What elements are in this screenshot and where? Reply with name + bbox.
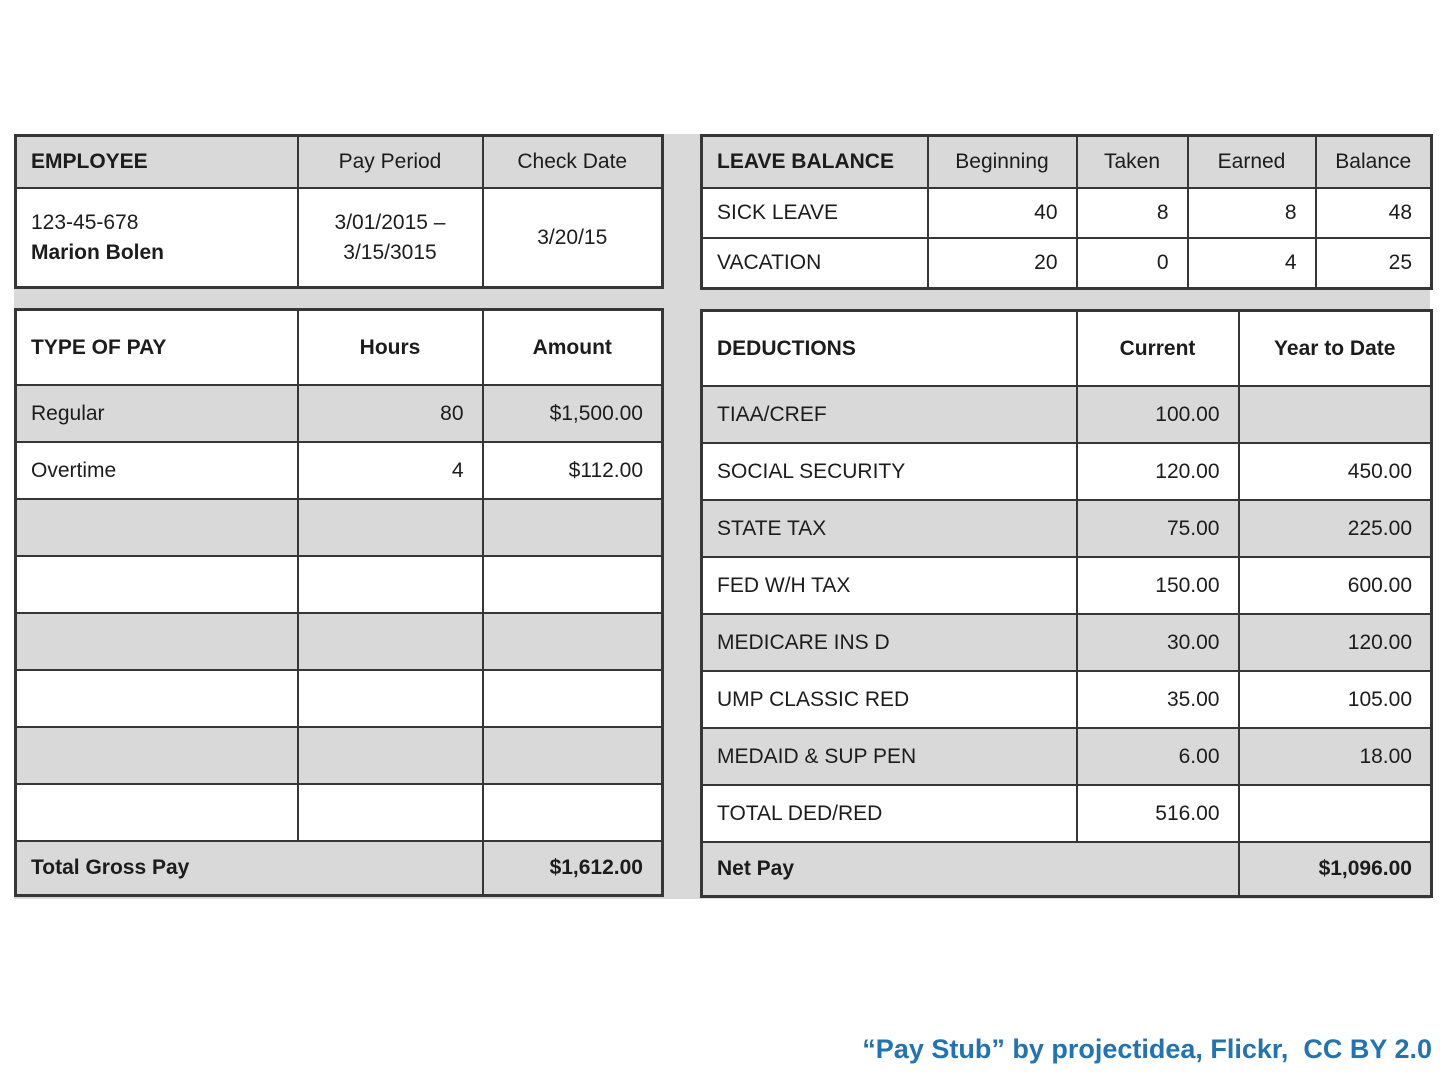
net-pay-amount: $1,096.00 (1239, 842, 1432, 897)
taken-column-header: Taken (1077, 136, 1188, 189)
pay-type (16, 499, 298, 556)
table-row (702, 785, 1432, 842)
table-row (16, 136, 663, 189)
pay-type (16, 670, 298, 727)
pay-type (16, 613, 298, 670)
leave-balance: 48 (1316, 188, 1432, 238)
type-of-pay-column-header: TYPE OF PAY (16, 310, 298, 386)
deduction-current: 6.00 (1077, 728, 1239, 785)
pay-hours: 4 (298, 442, 483, 499)
leave-type: SICK LEAVE (702, 188, 928, 238)
pay-period-cell (298, 188, 483, 288)
table-row (702, 188, 1432, 238)
pay-hours (298, 727, 483, 784)
table-row (16, 727, 663, 784)
pay-type: Overtime (16, 442, 298, 499)
table-row (702, 557, 1432, 614)
table-row (702, 386, 1432, 443)
pay-hours: 80 (298, 385, 483, 442)
leave-taken: 0 (1077, 238, 1188, 289)
table-row (702, 238, 1432, 289)
table-row (16, 670, 663, 727)
deduction-name: MEDICARE INS D (702, 614, 1077, 671)
deduction-name: STATE TAX (702, 500, 1077, 557)
deduction-ytd: 18.00 (1239, 728, 1432, 785)
pay-amount (483, 784, 663, 841)
amount-column-header: Amount (483, 310, 663, 386)
hours-column-header: Hours (298, 310, 483, 386)
total-gross-pay-amount: $1,612.00 (483, 841, 663, 896)
pay-amount (483, 670, 663, 727)
deduction-ytd: 120.00 (1239, 614, 1432, 671)
deduction-current: 30.00 (1077, 614, 1239, 671)
pay-amount (483, 556, 663, 613)
pay-hours (298, 499, 483, 556)
table-row (702, 311, 1432, 387)
employee-cell (16, 188, 298, 288)
table-row (702, 671, 1432, 728)
table-row (16, 188, 663, 288)
leave-earned: 8 (1188, 188, 1316, 238)
deduction-name: MEDAID & SUP PEN (702, 728, 1077, 785)
deduction-current: 150.00 (1077, 557, 1239, 614)
deduction-current: 35.00 (1077, 671, 1239, 728)
table-row (16, 556, 663, 613)
pay-amount: $112.00 (483, 442, 663, 499)
balance-column-header: Balance (1316, 136, 1432, 189)
pay-hours (298, 784, 483, 841)
type-of-pay-table (14, 308, 664, 897)
table-row (702, 728, 1432, 785)
year-to-date-column-header: Year to Date (1239, 311, 1432, 387)
deductions-column-header: DEDUCTIONS (702, 311, 1077, 387)
pay-type (16, 784, 298, 841)
pay-amount (483, 499, 663, 556)
pay-type (16, 727, 298, 784)
leave-beginning: 20 (928, 238, 1077, 289)
employee-name: Marion Bolen (31, 240, 165, 264)
deduction-ytd: 225.00 (1239, 500, 1432, 557)
table-row (16, 784, 663, 841)
table-row (702, 443, 1432, 500)
pay-type (16, 556, 298, 613)
deduction-current: 75.00 (1077, 500, 1239, 557)
total-gross-pay-label: Total Gross Pay (16, 841, 483, 896)
pay-period-end: 3/15/3015 (343, 240, 437, 264)
table-row (16, 841, 663, 896)
employee-id: 123-45-678 (31, 210, 139, 234)
deduction-current: 100.00 (1077, 386, 1239, 443)
attribution: “Pay Stub” by projectidea, Flickr, CC BY 2.0 (862, 1034, 1432, 1064)
pay-column (14, 134, 661, 897)
pay-amount (483, 727, 663, 784)
deduction-ytd: 105.00 (1239, 671, 1432, 728)
pay-stub-panel (14, 134, 1430, 899)
deduction-name: UMP CLASSIC RED (702, 671, 1077, 728)
table-row (702, 136, 1432, 189)
deduction-name: SOCIAL SECURITY (702, 443, 1077, 500)
deduction-ytd (1239, 386, 1432, 443)
leave-beginning: 40 (928, 188, 1077, 238)
table-row (16, 310, 663, 386)
leave-taken: 8 (1077, 188, 1188, 238)
pay-type: Regular (16, 385, 298, 442)
table-row (702, 500, 1432, 557)
leave-earned: 4 (1188, 238, 1316, 289)
pay-hours (298, 613, 483, 670)
deduction-name: TIAA/CREF (702, 386, 1077, 443)
deduction-ytd (1239, 785, 1432, 842)
leave-balance-table (700, 134, 1433, 290)
deduction-ytd: 600.00 (1239, 557, 1432, 614)
earned-column-header: Earned (1188, 136, 1316, 189)
deduction-current: 516.00 (1077, 785, 1239, 842)
deduction-current: 120.00 (1077, 443, 1239, 500)
leave-balance: 25 (1316, 238, 1432, 289)
table-row (16, 442, 663, 499)
deduction-name: TOTAL DED/RED (702, 785, 1077, 842)
beginning-column-header: Beginning (928, 136, 1077, 189)
deduction-ytd: 450.00 (1239, 443, 1432, 500)
pay-period-column-header: Pay Period (298, 136, 483, 189)
leave-balance-column-header: LEAVE BALANCE (702, 136, 928, 189)
leave-type: VACATION (702, 238, 928, 289)
pay-amount (483, 613, 663, 670)
check-date-column-header: Check Date (483, 136, 663, 189)
table-row (16, 385, 663, 442)
current-column-header: Current (1077, 311, 1239, 387)
net-pay-label: Net Pay (702, 842, 1239, 897)
pay-hours (298, 670, 483, 727)
table-row (16, 613, 663, 670)
pay-amount: $1,500.00 (483, 385, 663, 442)
employee-column-header: EMPLOYEE (16, 136, 298, 189)
deductions-column (700, 134, 1430, 898)
table-row (702, 842, 1432, 897)
employee-info-table (14, 134, 664, 289)
deduction-name: FED W/H TAX (702, 557, 1077, 614)
table-row (702, 614, 1432, 671)
table-row (16, 499, 663, 556)
pay-hours (298, 556, 483, 613)
deductions-table (700, 309, 1433, 898)
pay-period-start: 3/01/2015 – (334, 210, 446, 234)
check-date-value: 3/20/15 (483, 188, 663, 288)
